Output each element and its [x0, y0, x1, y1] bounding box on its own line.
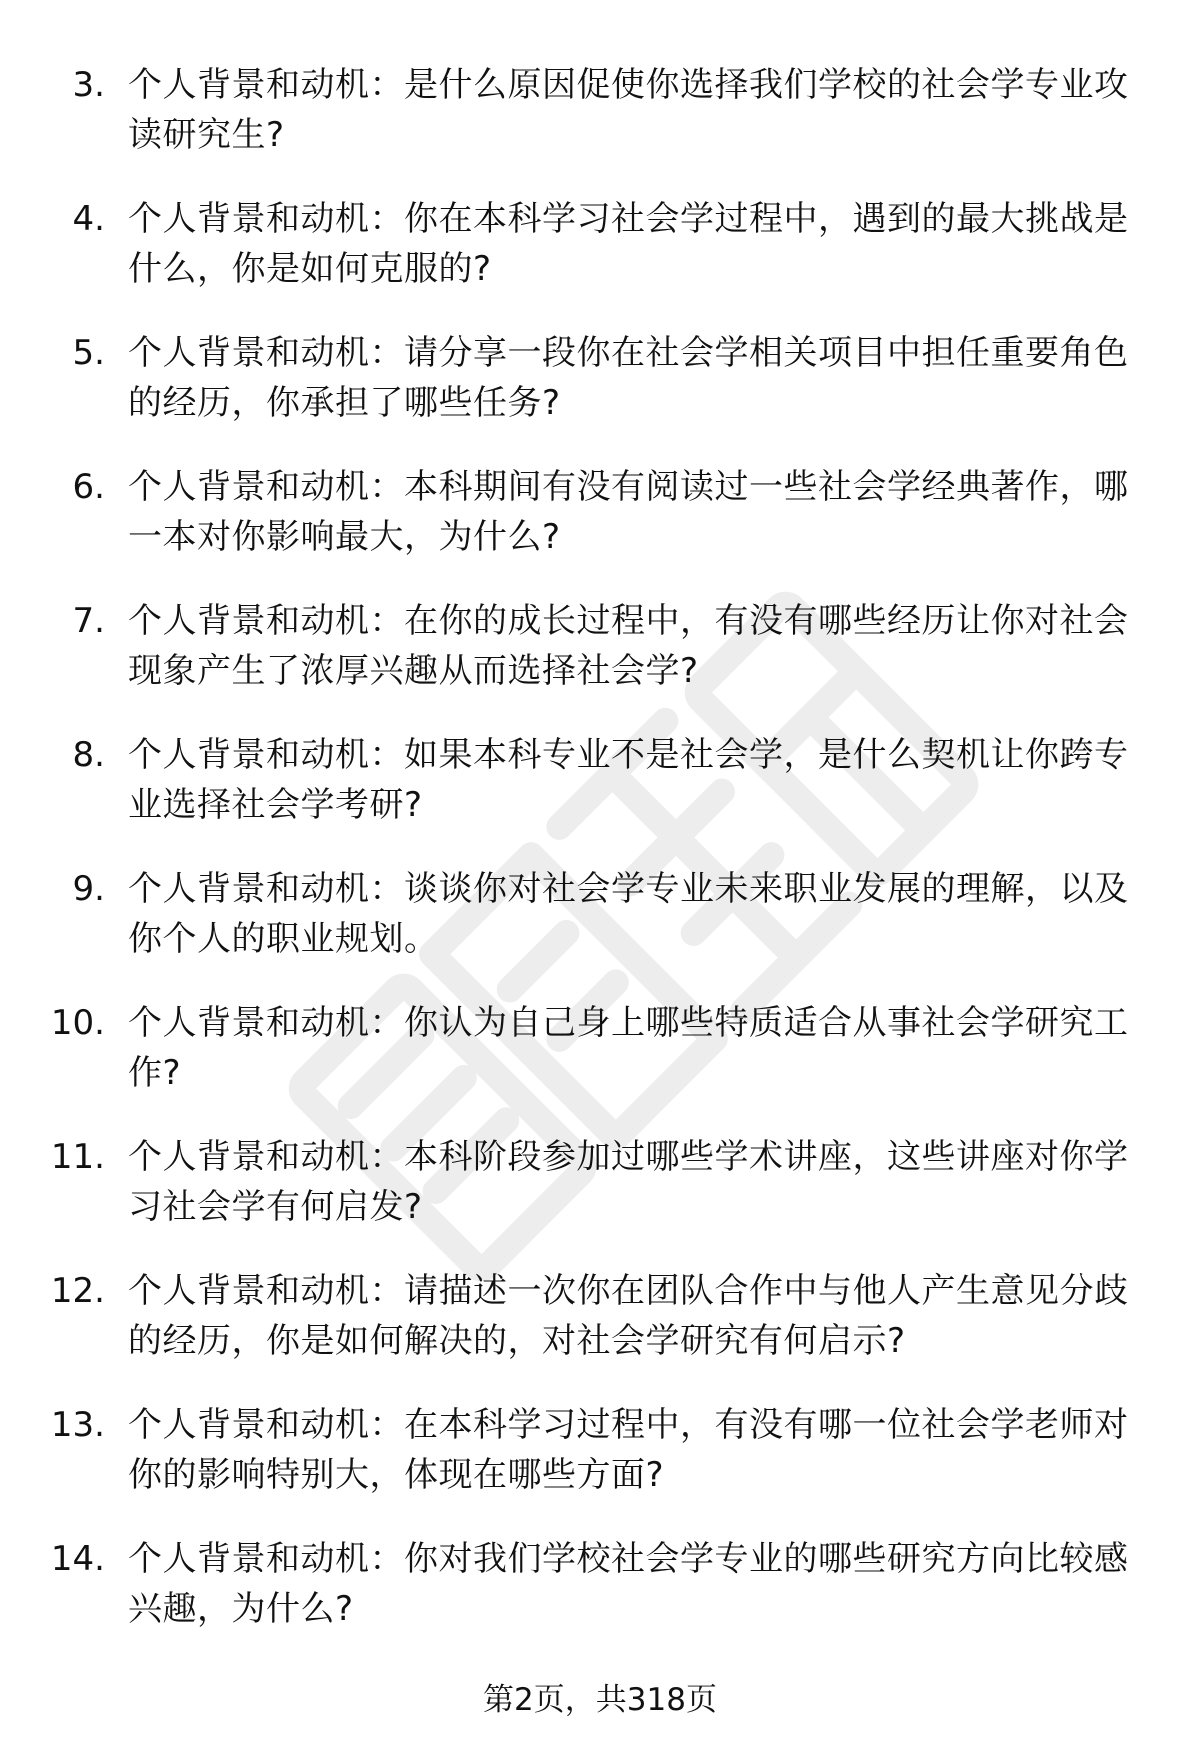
question-text: 个人背景和动机：你在本科学习社会学过程中，遇到的最大挑战是什么，你是如何克服的?: [128, 199, 1129, 289]
question-number: 13.: [50, 1405, 105, 1445]
question-number: 6.: [72, 467, 105, 507]
question-number: 10.: [50, 1003, 105, 1043]
question-text: 个人背景和动机：在本科学习过程中，有没有哪一位社会学老师对你的影响特别大，体现在哪些方面?: [128, 1405, 1129, 1495]
question-item: [0, 864, 1200, 998]
question-text: 个人背景和动机：你认为自己身上哪些特质适合从事社会学研究工作?: [128, 1003, 1129, 1093]
question-item: [0, 194, 1200, 328]
question-number: 4.: [72, 199, 105, 239]
page-footer: 第2页，共318页: [483, 1682, 717, 1718]
question-item: [0, 730, 1200, 864]
question-list: [0, 60, 1200, 1668]
question-text: 个人背景和动机：请分享一段你在社会学相关项目中担任重要角色的经历，你承担了哪些任务?: [128, 333, 1129, 423]
question-text: 个人背景和动机：谈谈你对社会学专业未来职业发展的理解，以及你个人的职业规划。: [128, 869, 1129, 959]
question-number: 11.: [50, 1137, 105, 1177]
question-number: 14.: [50, 1539, 105, 1579]
question-text: 个人背景和动机：本科期间有没有阅读过一些社会学经典著作，哪一本对你影响最大，为什么?: [128, 467, 1129, 557]
question-item: [0, 1400, 1200, 1534]
question-number: 3.: [72, 65, 105, 105]
question-number: 9.: [72, 869, 105, 909]
question-text: 个人背景和动机：请描述一次你在团队合作中与他人产生意见分歧的经历，你是如何解决的，对社会学研究有何启示?: [128, 1271, 1129, 1361]
question-number: 5.: [72, 333, 105, 373]
question-number: 12.: [50, 1271, 105, 1311]
question-text: 个人背景和动机：如果本科专业不是社会学，是什么契机让你跨专业选择社会学考研?: [128, 735, 1129, 825]
question-number: 7.: [72, 601, 105, 641]
question-number: 8.: [72, 735, 105, 775]
question-text: 个人背景和动机：你对我们学校社会学专业的哪些研究方向比较感兴趣，为什么?: [128, 1539, 1129, 1629]
question-item: [0, 60, 1200, 194]
question-item: [0, 1132, 1200, 1266]
question-item: [0, 1534, 1200, 1668]
question-item: [0, 998, 1200, 1132]
question-text: 个人背景和动机：在你的成长过程中，有没有哪些经历让你对社会现象产生了浓厚兴趣从而选择社会学?: [128, 601, 1129, 691]
question-item: [0, 328, 1200, 462]
question-item: [0, 462, 1200, 596]
question-item: [0, 596, 1200, 730]
question-text: 个人背景和动机：是什么原因促使你选择我们学校的社会学专业攻读研究生?: [128, 65, 1129, 155]
question-item: [0, 1266, 1200, 1400]
question-text: 个人背景和动机：本科阶段参加过哪些学术讲座，这些讲座对你学习社会学有何启发?: [128, 1137, 1129, 1227]
